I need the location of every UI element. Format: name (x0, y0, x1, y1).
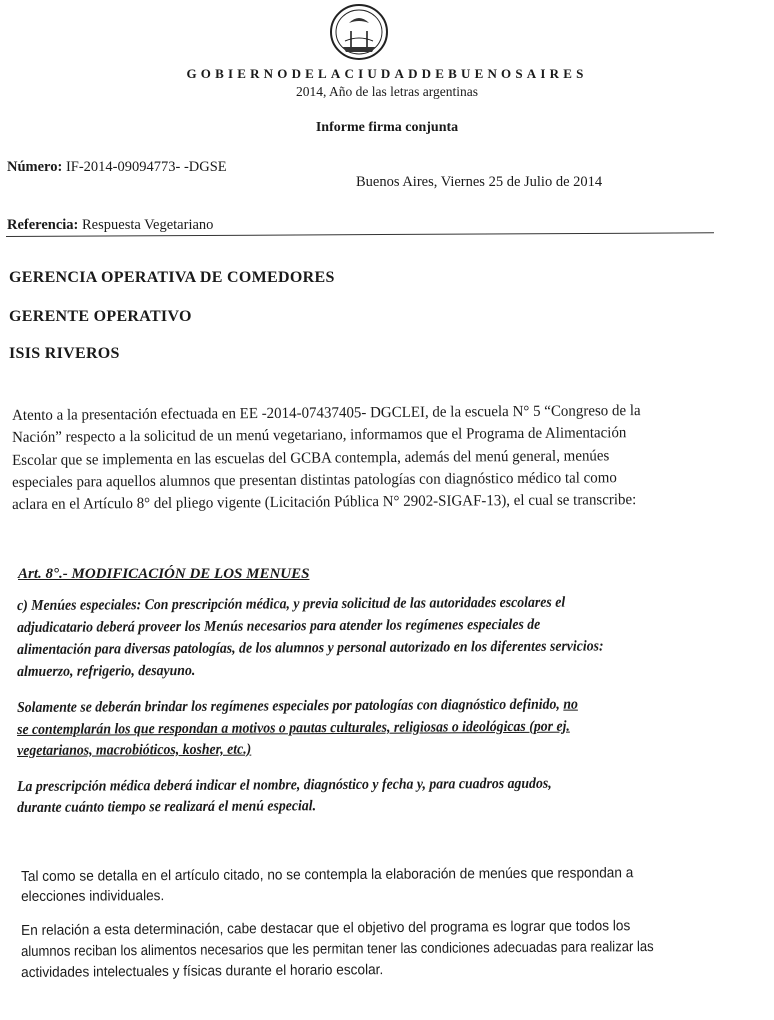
place-date: Buenos Aires, Viernes 25 de Julio de 2014 (356, 174, 603, 190)
article-p1-line-4: almuerzo, refrigerio, desayuno. (17, 662, 196, 680)
addressee-name: ISIS RIVEROS (9, 345, 120, 362)
addressee-department: GERENCIA OPERATIVA DE COMEDORES (9, 269, 335, 286)
document-type: Informe firma conjunta (315, 120, 459, 135)
closing-p1-line-2: elecciones individuales. (21, 888, 165, 905)
article-title: Art. 8°.- MODIFICACIÓN DE LOS MENUES (18, 566, 310, 582)
article-p3-line-1: La prescripción médica deberá indicar el nombre, diagnóstico y fecha y, para cuadros agudos, (17, 775, 552, 795)
year-motto: 2014, Año de las letras argentinas (296, 84, 478, 99)
article-p2-line-3: vegetarianos, macrobióticos, kosher, etc.) (17, 741, 252, 759)
addressee-role: GERENTE OPERATIVO (9, 308, 192, 325)
article-p3-line-2: durante cuánto tiempo se realizará el menú especial. (17, 798, 317, 816)
article-p1-line-3: alimentación para diversas patologías, de los alumnos y personal autorizado en los diferentes servicios: (17, 638, 604, 658)
intro-line-4: especiales para aquellos alumnos que presentan distintas patologías con diagnóstico médico tal como (12, 469, 617, 491)
numero-row (7, 159, 227, 176)
article-p1-line-1: c) Menúes especiales: Con prescripción médica, y previa solicitud de las autoridades escolares el (17, 594, 566, 614)
closing-p2-line-3: actividades intelectuales y físicas durante el horario escolar. (21, 962, 384, 981)
article-p2-line-1-underlined: no (563, 696, 578, 713)
intro-line-5: aclara en el Artículo 8° del pliego vigente (Licitación Pública N° 2902-SIGAF-13), el cual se transcribe: (12, 491, 637, 513)
referencia-value: Respuesta Vegetariano (82, 217, 214, 233)
closing-p2-line-1: En relación a esta determinación, cabe destacar que el objetivo del programa es lograr que todos los (21, 918, 631, 939)
article-p2-line-1-text: Solamente se deberán brindar los regímenes especiales por patologías con diagnóstico definido, (17, 696, 564, 716)
numero-label: Número: (7, 159, 63, 175)
article-p1-line-2: adjudicatario deberá proveer los Menús necesarios para atender los regímenes especiales de (17, 616, 541, 636)
intro-line-3: Escolar que se implementa en las escuelas del GCBA contempla, además del menú general, menúes (12, 447, 610, 469)
numero-value: IF-2014-09094773- -DGSE (65, 159, 227, 175)
government-name: GOBIERNODELACIUDADDEBUENOSAIRES (186, 66, 588, 81)
intro-line-2: Nación” respecto a la solicitud de un menú vegetariano, informamos que el Programa de Alimentación (12, 424, 627, 446)
article-p2-line-1 (17, 695, 578, 719)
referencia-label: Referencia: (7, 217, 79, 233)
intro-line-1: Atento a la presentación efectuada en EE -2014-07437405- DGCLEI, de la escuela N° 5 “Congreso de la (12, 402, 641, 424)
coat-of-arms-icon (329, 3, 389, 61)
referencia-row (7, 217, 213, 234)
closing-p1-line-1: Tal como se detalla en el artículo citado, no se contempla la elaboración de menúes que respondan a (21, 865, 634, 885)
article-p2-line-2: se contemplarán los que respondan a motivos o pautas culturales, religiosas o ideológicas (por ej. (17, 718, 570, 738)
closing-p2-line-2: alumnos reciban los alimentos necesarios que les permitan tener las condiciones adecuadas para realizar las (21, 939, 654, 960)
